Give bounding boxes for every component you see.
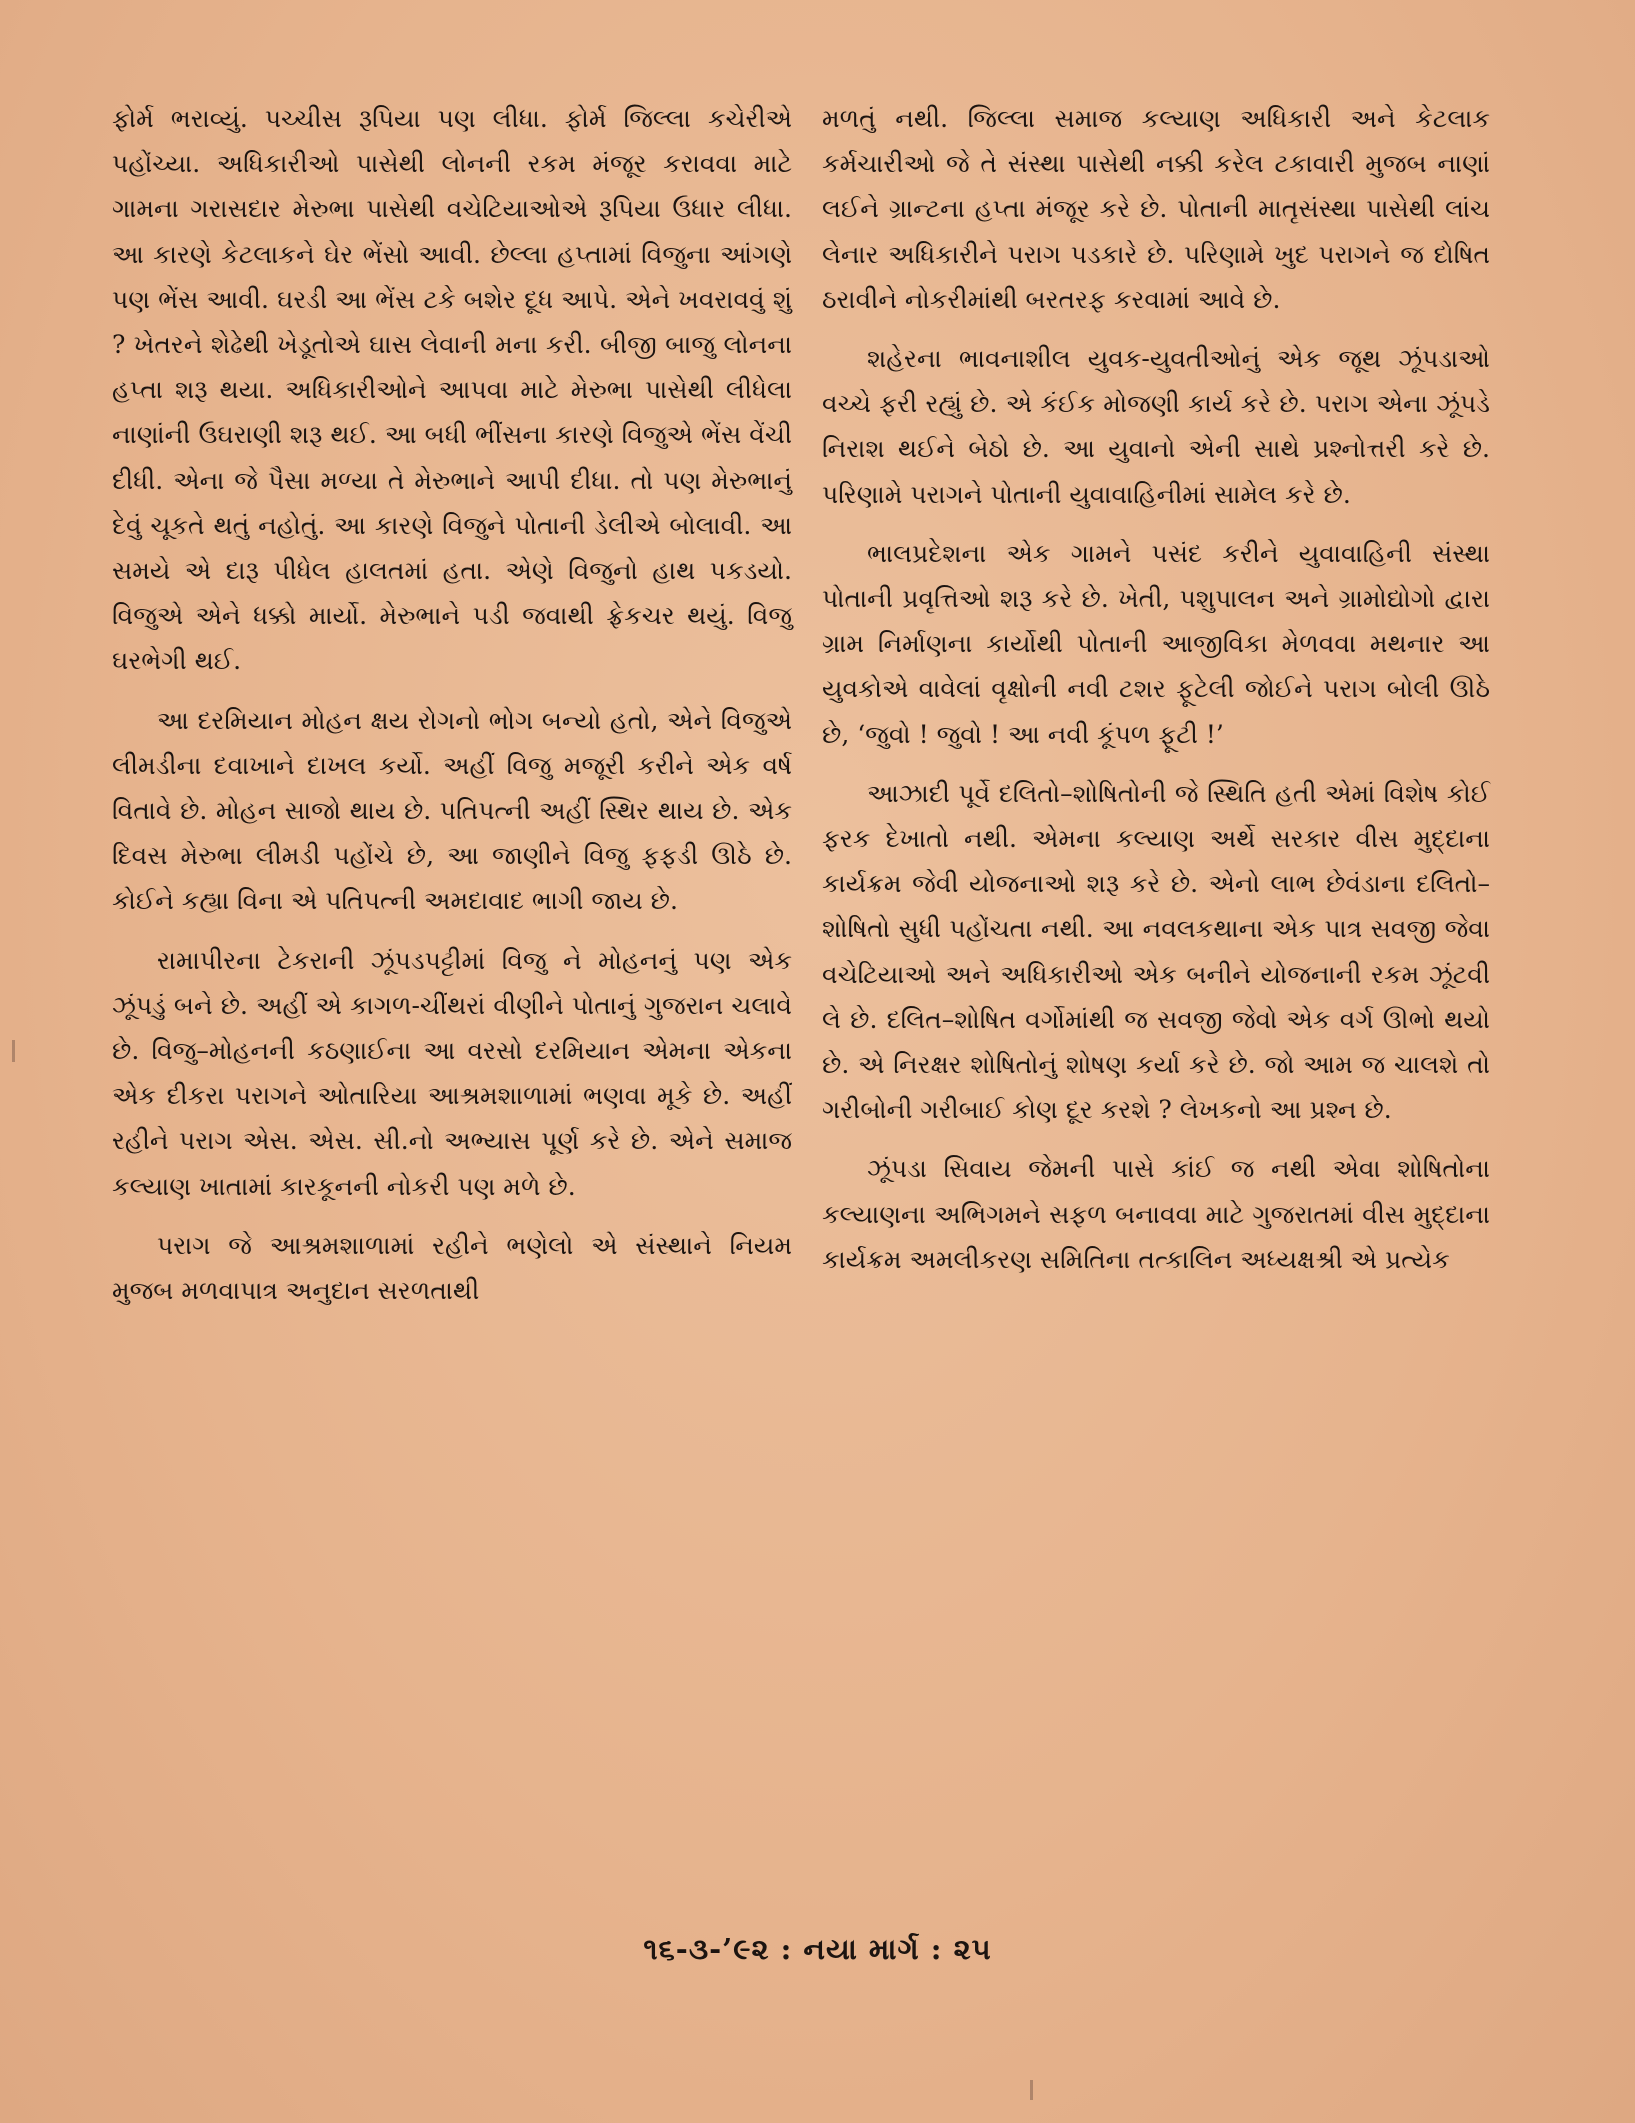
right-column xyxy=(822,96,1490,1296)
paragraph: પરાગ જે આશ્રમશાળામાં રહીને ભણેલો એ સંસ્થાને નિયમ મુજબ મળવાપાત્ર અનુદાન સરળતાથી xyxy=(112,1230,792,1306)
paragraph: મળતું નથી. જિલ્લા સમાજ કલ્યાણ અધિકારી અને કેટલાક કર્મચારીઓ જે તે સંસ્થા પાસેથી નક્કી કરેલ ટકાવારી મુજબ નાણાં લઈને ગ્રાન્ટના હપ્તા મંજૂર કરે છે. પોતાની માતૃસંસ્થા પાસેથી લાંચ લેનાર અધિકારીને પરાગ પડકારે છે. પરિણામે ખુદ પરાગને જ દોષિત ઠરાવીને નોકરીમાંથી બરતરફ કરવામાં આવે છે. xyxy=(822,104,1490,314)
paragraph: રામાપીરના ટેકરાની ઝૂંપડપટ્ટીમાં વિજુ ને મોહનનું પણ એક ઝૂંપડું બને છે. અહીં એ કાગળ-ચીંથરાં વીણીને પોતાનું ગુજરાન ચલાવે છે. વિજુ–મોહનની કઠણાઈના આ વરસો દરમિયાન એમના એકના એક દીકરા પરાગને ઓતારિયા આશ્રમશાળામાં ભણવા મૂકે છે. અહીં રહીને પરાગ એસ. એસ. સી.નો અભ્યાસ પૂર્ણ કરે છે. એને સમાજ કલ્યાણ ખાતામાં કારકૂનની નોકરી પણ મળે છે. xyxy=(112,945,792,1201)
paragraph: ફોર્મ ભરાવ્યું. પચ્ચીસ રૂપિયા પણ લીધા. ફોર્મ જિલ્લા કચેરીએ પહોંચ્યા. અધિકારીઓ પાસેથી લોનની રકમ મંજૂર કરાવવા માટે ગામના ગરાસદાર મેરુભા પાસેથી વચેટિયાઓએ રૂપિયા ઉધાર લીધા. આ કારણે કેટલાકને ઘેર ભેંસો આવી. છેલ્લા હપ્તામાં વિજુના આંગણે પણ ભેંસ આવી. ઘરડી આ ભેંસ ટકે બશેર દૂધ આપે. એને ખવરાવવું શું ? ખેતરને શેઢેથી ખેડૂતોએ ઘાસ લેવાની મના કરી. બીજી બાજુ લોનના હપ્તા શરૂ થયા. અધિકારીઓને આપવા માટે મેરુભા પાસેથી લીધેલા નાણાંની ઉઘરાણી શરૂ થઈ. આ બધી ભીંસના કારણે વિજુએ ભેંસ વેંચી દીધી. એના જે પૈસા મળ્યા તે મેરુભાને આપી દીધા. તો પણ મેરુભાનું દેવું ચૂકતે થતું નહોતું. આ કારણે વિજુને પોતાની ડેલીએ બોલાવી. આ સમયે એ દારૂ પીધેલ હાલતમાં હતા. એણે વિજુનો હાથ પકડયો. વિજુએ એને ધક્કો માર્યો. મેરુભાને પડી જવાથી ફ્રેકચર થયું. વિજુ ઘરભેગી થઈ. xyxy=(112,104,792,676)
paragraph: આ દરમિયાન મોહન ક્ષય રોગનો ભોગ બન્યો હતો, એને વિજુએ લીમડીના દવાખાને દાખલ કર્યો. અહીં વિજુ મજૂરી કરીને એક વર્ષ વિતાવે છે. મોહન સાજો થાય છે. પતિપત્ની અહીં સ્થિર થાય છે. એક દિવસ મેરુભા લીમડી પહોંચે છે, આ જાણીને વિજુ ફફડી ઊઠે છે. કોઈને કહ્યા વિના એ પતિપત્ની અમદાવાદ ભાગી જાય છે. xyxy=(112,705,792,916)
paragraph: ઝૂંપડા સિવાય જેમની પાસે કાંઈ જ નથી એવા શોષિતોના કલ્યાણના અભિગમને સફળ બનાવવા માટે ગુજરાતમાં વીસ મુદ્દાના કાર્યક્રમ અમલીકરણ સમિતિના તત્કાલિન અધ્યક્ષશ્રી એ પ્રત્યેક xyxy=(822,1154,1490,1274)
margin-mark xyxy=(12,1040,15,1062)
left-column xyxy=(112,96,792,1327)
margin-mark xyxy=(1030,2080,1033,2100)
paragraph: ભાલપ્રદેશના એક ગામને પસંદ કરીને યુવાવાહિની સંસ્થા પોતાની પ્રવૃત્તિઓ શરૂ કરે છે. ખેતી, પશુપાલન અને ગ્રામોદ્યોગો દ્વારા ગ્રામ નિર્માણના કાર્યોથી પોતાની આજીવિકા મેળવવા મથનાર આ યુવકોએ વાવેલાં વૃક્ષોની નવી ટશર ફૂટેલી જોઈને પરાગ બોલી ઊઠે છે, ‘જુવો ! જુવો ! આ નવી કૂંપળ ફૂટી !’ xyxy=(822,538,1490,749)
paragraph: આઝાદી પૂર્વે દલિતો–શોષિતોની જે સ્થિતિ હતી એમાં વિશેષ કોઈ ફરક દેખાતો નથી. એમના કલ્યાણ અર્થે સરકાર વીસ મુદ્દાના કાર્યક્રમ જેવી યોજનાઓ શરૂ કરે છે. એનો લાભ છેવંડાના દલિતો–શોષિતો સુધી પહોંચતા નથી. આ નવલકથાના એક પાત્ર સવજી જેવા વચેટિયાઓ અને અધિકારીઓ એક બનીને યોજનાની રકમ ઝૂંટવી લે છે. દલિત–શોષિત વર્ગોમાંથી જ સવજી જેવો એક વર્ગ ઊભો થયો છે. એ નિરક્ષર શોષિતોનું શોષણ કર્યા કરે છે. જો આમ જ ચાલશે તો ગરીબોની ગરીબાઈ કોણ દૂર કરશે ? લેખકનો આ પ્રશ્ન છે. xyxy=(822,778,1490,1125)
paragraph: શહેરના ભાવનાશીલ યુવક-યુવતીઓનું એક જૂથ ઝૂંપડાઓ વચ્ચે ફરી રહ્યું છે. એ કંઈક મોજણી કાર્ય કરે છે. પરાગ એના ઝૂંપડે નિરાશ થઈને બેઠો છે. આ યુવાનો એની સાથે પ્રશ્નોત્તરી કરે છે. પરિણામે પરાગને પોતાની યુવાવાહિનીમાં સામેલ કરે છે. xyxy=(822,344,1490,509)
page-footer: ૧૬-૩-’૯૨ : નયા માર્ગ : ૨૫ xyxy=(643,1932,992,1966)
